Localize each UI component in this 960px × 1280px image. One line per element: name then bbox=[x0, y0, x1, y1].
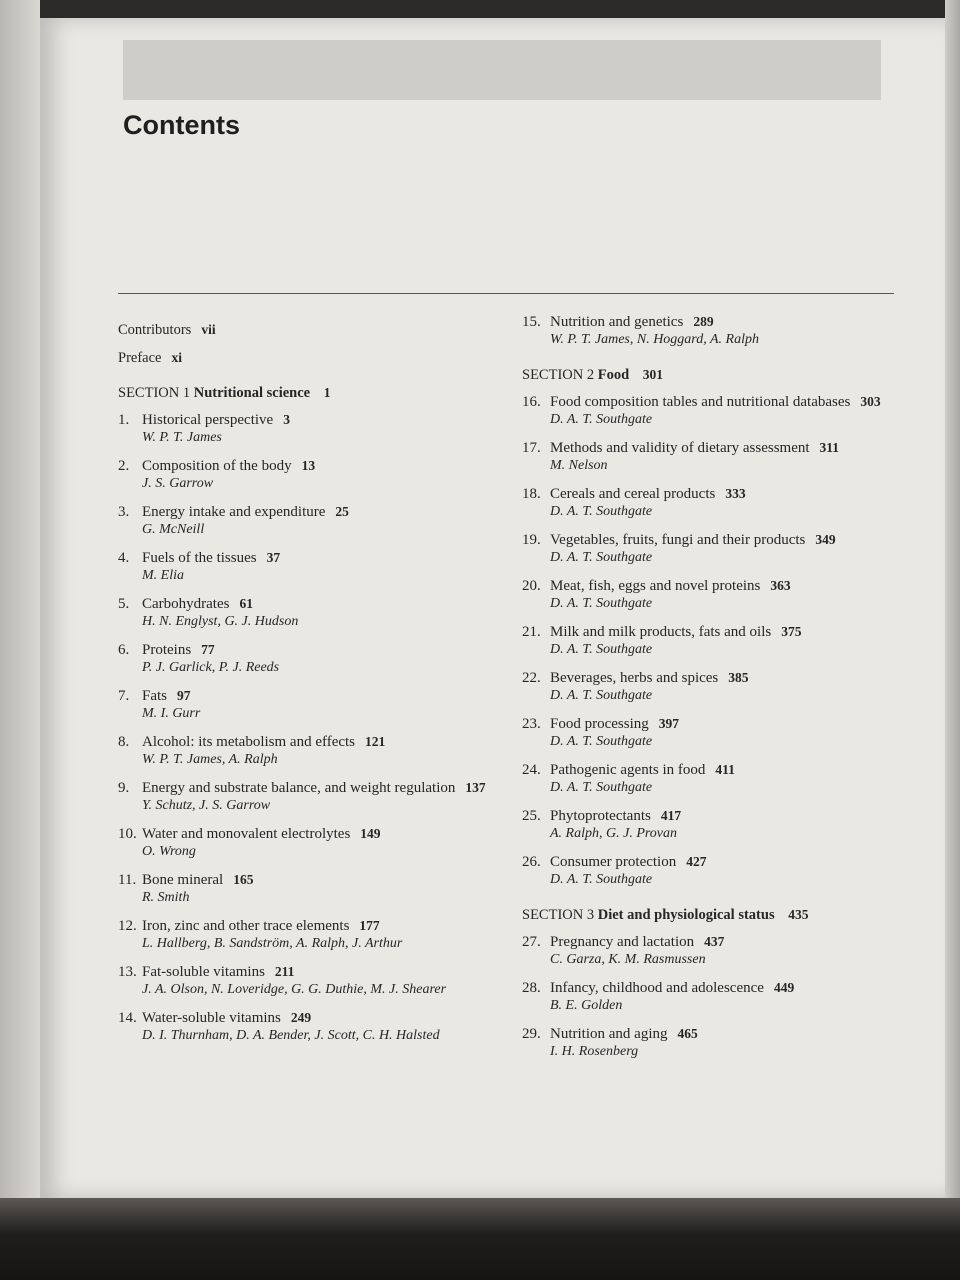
entry-page: 311 bbox=[819, 440, 840, 455]
section2-entry-list bbox=[522, 393, 902, 889]
entry-page: 37 bbox=[266, 550, 281, 565]
entry-page: 303 bbox=[860, 394, 881, 409]
entry-title: Methods and validity of dietary assessment bbox=[550, 440, 810, 456]
entry-number: 29. bbox=[522, 1026, 541, 1042]
entry-page: 385 bbox=[728, 670, 749, 685]
toc-entry bbox=[522, 1025, 902, 1061]
entry-authors: B. E. Golden bbox=[550, 998, 623, 1013]
entry-authors: Y. Schutz, J. S. Garrow bbox=[142, 798, 271, 813]
entry-title: Infancy, childhood and adolescence bbox=[550, 980, 764, 996]
entry-page: 13 bbox=[301, 458, 316, 473]
entry-page: 289 bbox=[693, 314, 714, 329]
toc-entry bbox=[118, 963, 518, 999]
entry-page: 375 bbox=[781, 624, 802, 639]
header-band bbox=[123, 40, 881, 100]
entry-page: 149 bbox=[360, 826, 381, 841]
section-label: SECTION 3 bbox=[522, 907, 595, 923]
entry-page: 465 bbox=[677, 1026, 698, 1041]
entry-title: Bone mineral bbox=[142, 872, 224, 888]
toc-entry bbox=[522, 439, 902, 475]
entry-page: 77 bbox=[201, 642, 215, 657]
entry-title: Historical perspective bbox=[142, 412, 274, 428]
entry-page: 427 bbox=[686, 854, 707, 869]
entry-number: 8. bbox=[118, 734, 130, 750]
toc-entry bbox=[118, 503, 518, 539]
toc-entry bbox=[118, 641, 518, 677]
entry-number: 27. bbox=[522, 934, 541, 950]
front-label: Contributors bbox=[118, 322, 192, 338]
divider-rule bbox=[118, 293, 894, 294]
entry-page: 397 bbox=[658, 716, 679, 731]
entry-authors: D. A. T. Southgate bbox=[550, 688, 653, 703]
front-matter-preface bbox=[118, 350, 518, 367]
entry-authors: W. P. T. James, A. Ralph bbox=[142, 752, 278, 767]
entry-number: 11. bbox=[118, 872, 137, 888]
section-label: SECTION 1 bbox=[118, 385, 191, 401]
section-heading-2 bbox=[522, 367, 902, 384]
entry-authors: I. H. Rosenberg bbox=[550, 1044, 639, 1059]
entry-title: Fats bbox=[142, 688, 168, 704]
entry-page: 97 bbox=[177, 688, 191, 703]
entry-page: 411 bbox=[715, 762, 735, 777]
entry-number: 16. bbox=[522, 394, 541, 410]
entry-page: 417 bbox=[660, 808, 682, 823]
entry-page: 449 bbox=[773, 980, 795, 995]
entry-title: Alcohol: its metabolism and effects bbox=[142, 734, 356, 750]
entry-number: 3. bbox=[118, 504, 130, 520]
entry-authors: D. I. Thurnham, D. A. Bender, J. Scott, C. H. Halsted bbox=[142, 1028, 440, 1043]
entry-number: 23. bbox=[522, 716, 541, 732]
entry-title: Cereals and cereal products bbox=[550, 486, 716, 502]
entry-number: 28. bbox=[522, 980, 541, 996]
entry-number: 4. bbox=[118, 550, 130, 566]
entry-page: 211 bbox=[274, 964, 295, 979]
page-title: Contents bbox=[123, 110, 240, 140]
entry-page: 3 bbox=[283, 412, 290, 427]
entry-number: 6. bbox=[118, 642, 130, 658]
entry-title: Food processing bbox=[550, 716, 649, 732]
entry-title: Nutrition and aging bbox=[550, 1026, 668, 1042]
toc-entry bbox=[522, 577, 902, 613]
entry-title: Iron, zinc and other trace elements bbox=[142, 918, 350, 934]
entry-page: 177 bbox=[359, 918, 380, 933]
section-name: Food bbox=[597, 367, 630, 383]
entry-number: 19. bbox=[522, 532, 541, 548]
toc-entry bbox=[522, 807, 902, 843]
section1-entry-list bbox=[118, 411, 518, 1045]
entry-authors: D. A. T. Southgate bbox=[550, 780, 653, 795]
contents-left-column bbox=[118, 322, 518, 1055]
section3-entry-list bbox=[522, 933, 902, 1061]
section-heading-3 bbox=[522, 907, 902, 924]
front-page: xi bbox=[171, 350, 182, 365]
entry-number: 26. bbox=[522, 854, 541, 870]
section-name: Diet and physiological status bbox=[597, 907, 775, 923]
entry-title: Nutrition and genetics bbox=[550, 314, 684, 330]
entry-title: Pregnancy and lactation bbox=[550, 934, 695, 950]
entry-number: 13. bbox=[118, 964, 137, 980]
entry-page: 165 bbox=[233, 872, 254, 887]
entry-authors: M. Nelson bbox=[550, 458, 608, 473]
entry-authors: D. A. T. Southgate bbox=[550, 550, 653, 565]
toc-entry bbox=[522, 531, 902, 567]
entry-authors: W. P. T. James bbox=[142, 430, 222, 445]
entry-number: 15. bbox=[522, 314, 541, 330]
entry-title: Pathogenic agents in food bbox=[550, 762, 706, 778]
entry-authors: M. I. Gurr bbox=[142, 706, 201, 721]
entry-authors: M. Elia bbox=[142, 568, 184, 583]
front-page: vii bbox=[201, 322, 216, 337]
entry-authors: D. A. T. Southgate bbox=[550, 642, 653, 657]
entry-title: Water-soluble vitamins bbox=[142, 1010, 281, 1026]
entry-number: 22. bbox=[522, 670, 541, 686]
entry-authors: D. A. T. Southgate bbox=[550, 734, 653, 749]
front-matter-contributors bbox=[118, 322, 518, 339]
toc-entry bbox=[522, 313, 902, 349]
book-edge bbox=[945, 0, 960, 1200]
toc-entry bbox=[118, 779, 518, 815]
entry-title: Meat, fish, eggs and novel proteins bbox=[550, 578, 761, 594]
toc-entry bbox=[118, 825, 518, 861]
entry-title: Water and monovalent electrolytes bbox=[142, 826, 351, 842]
entry-authors: C. Garza, K. M. Rasmussen bbox=[550, 952, 706, 967]
entry-number: 2. bbox=[118, 458, 130, 474]
entry-page: 137 bbox=[465, 780, 486, 795]
entry-number: 12. bbox=[118, 918, 137, 934]
section-heading-1 bbox=[118, 385, 518, 402]
toc-entry bbox=[118, 457, 518, 493]
entry-authors: D. A. T. Southgate bbox=[550, 596, 653, 611]
entry-authors: R. Smith bbox=[142, 890, 190, 905]
toc-entry bbox=[522, 669, 902, 705]
toc-entry bbox=[118, 733, 518, 769]
toc-entry bbox=[118, 917, 518, 953]
entry-title: Fuels of the tissues bbox=[142, 550, 257, 566]
entry-title: Carbohydrates bbox=[142, 596, 230, 612]
toc-entry bbox=[118, 411, 518, 447]
entry-number: 7. bbox=[118, 688, 130, 704]
front-label: Preface bbox=[118, 350, 162, 366]
entry-authors: H. N. Englyst, G. J. Hudson bbox=[142, 614, 299, 629]
contents-right-column bbox=[522, 313, 902, 1071]
entry-authors: P. J. Garlick, P. J. Reeds bbox=[142, 660, 280, 675]
entry-title: Proteins bbox=[142, 642, 192, 658]
toc-entry bbox=[522, 761, 902, 797]
toc-entry bbox=[522, 933, 902, 969]
entry-title: Consumer protection bbox=[550, 854, 677, 870]
toc-entry bbox=[118, 1009, 518, 1045]
section-label: SECTION 2 bbox=[522, 367, 595, 383]
toc-entry bbox=[118, 687, 518, 723]
entry-page: 363 bbox=[770, 578, 791, 593]
section-page: 301 bbox=[642, 367, 664, 382]
entry-authors: W. P. T. James, N. Hoggard, A. Ralph bbox=[550, 332, 759, 347]
entry-page: 333 bbox=[725, 486, 746, 501]
entry-number: 1. bbox=[118, 412, 130, 428]
entry-authors: J. S. Garrow bbox=[142, 476, 214, 491]
entry-number: 24. bbox=[522, 762, 541, 778]
section-name: Nutritional science bbox=[193, 385, 311, 401]
toc-entry bbox=[522, 623, 902, 659]
toc-entry bbox=[522, 715, 902, 751]
entry-authors: D. A. T. Southgate bbox=[550, 872, 653, 887]
toc-entry bbox=[118, 549, 518, 585]
entry-title: Beverages, herbs and spices bbox=[550, 670, 719, 686]
section-page: 1 bbox=[323, 385, 331, 400]
entry-number: 21. bbox=[522, 624, 541, 640]
section-page: 435 bbox=[788, 907, 809, 922]
background-surface bbox=[0, 1198, 960, 1280]
entry-number: 14. bbox=[118, 1010, 137, 1026]
entry-title: Composition of the body bbox=[142, 458, 292, 474]
entry-page: 349 bbox=[815, 532, 836, 547]
entry-authors: G. McNeill bbox=[142, 522, 205, 537]
entry-authors: A. Ralph, G. J. Provan bbox=[550, 826, 678, 841]
entry-authors: L. Hallberg, B. Sandström, A. Ralph, J. Arthur bbox=[142, 936, 403, 951]
entry-page: 61 bbox=[239, 596, 253, 611]
entry-page: 249 bbox=[290, 1010, 312, 1025]
entry-page: 437 bbox=[704, 934, 725, 949]
toc-entry bbox=[522, 485, 902, 521]
entry-title: Fat-soluble vitamins bbox=[142, 964, 265, 980]
toc-entry bbox=[118, 595, 518, 631]
toc-entry bbox=[522, 393, 902, 429]
entry-number: 25. bbox=[522, 808, 541, 824]
entry-title: Energy intake and expenditure bbox=[142, 504, 326, 520]
entry-authors: D. A. T. Southgate bbox=[550, 412, 653, 427]
entry-title: Energy and substrate balance, and weight regulation bbox=[142, 780, 456, 796]
toc-entry bbox=[522, 979, 902, 1015]
entry-authors: O. Wrong bbox=[142, 844, 196, 859]
entry-authors: J. A. Olson, N. Loveridge, G. G. Duthie, M. J. Shearer bbox=[142, 982, 447, 997]
entry-number: 9. bbox=[118, 780, 130, 796]
previous-page-edge bbox=[0, 0, 40, 1200]
entry-number: 18. bbox=[522, 486, 541, 502]
entry-title: Phytoprotectants bbox=[550, 808, 651, 824]
entry-number: 5. bbox=[118, 596, 130, 612]
entry-number: 10. bbox=[118, 826, 137, 842]
toc-entry bbox=[118, 871, 518, 907]
entry-title: Vegetables, fruits, fungi and their products bbox=[550, 532, 806, 548]
entry-number: 20. bbox=[522, 578, 541, 594]
entry-number: 17. bbox=[522, 440, 541, 456]
toc-entry bbox=[522, 853, 902, 889]
entry-title: Milk and milk products, fats and oils bbox=[550, 624, 772, 640]
entry-page: 121 bbox=[365, 734, 386, 749]
entry-title: Food composition tables and nutritional databases bbox=[550, 394, 851, 410]
entry-authors: D. A. T. Southgate bbox=[550, 504, 653, 519]
entry-page: 25 bbox=[335, 504, 349, 519]
